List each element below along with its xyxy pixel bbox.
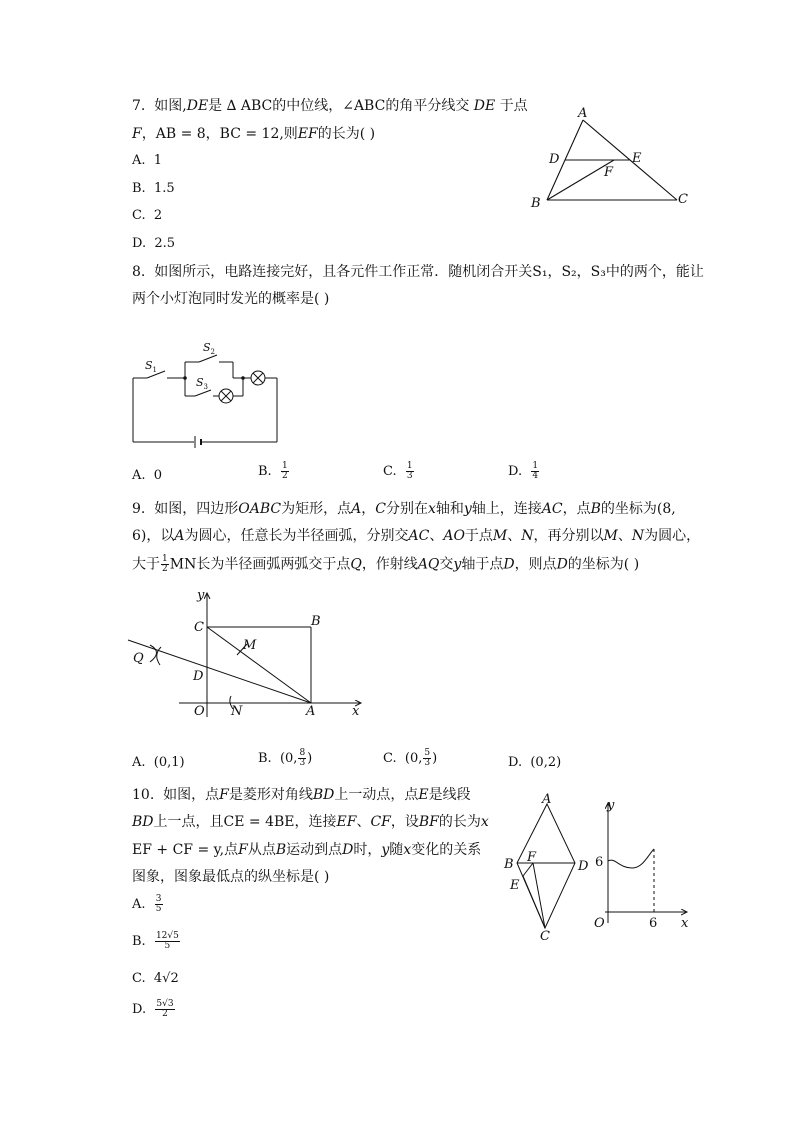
label-f: F	[527, 850, 537, 865]
label-c: C	[678, 192, 688, 207]
fraction: $\frac{1}{2}$	[162, 554, 168, 574]
label-s3: $S_3$	[196, 376, 209, 391]
q9-option-b[interactable]: B. (0, $\frac{8}{3}$ )	[258, 748, 313, 768]
q9-option-d[interactable]: D. (0,2)	[508, 755, 562, 770]
diagonal-ac	[207, 627, 311, 703]
q8-stem-line-1: 8. 如图所示，电路连接完好，且各元件工作正常．随机闭合开关S₁，S₂，S₃中的两个，能让	[132, 264, 704, 280]
q10-stem-line-3: EF + CF = y,点F从点B运动到点D时，y随x变化的关系	[132, 842, 482, 858]
label-e: E	[510, 878, 520, 893]
label-six-x: 6	[649, 916, 658, 931]
q7-stem-line-2: F，AB = 8，BC = 12,则EF的长为( )	[132, 126, 376, 142]
function-curve	[608, 849, 654, 868]
label-y: y	[197, 588, 205, 603]
label-d: D	[549, 152, 560, 167]
label-b: B	[531, 196, 541, 211]
fraction: $\frac{3}{5}$	[155, 894, 162, 914]
label-d: D	[193, 669, 204, 684]
q7-number: 7.	[132, 98, 146, 114]
label-s2: $S_2$	[203, 341, 216, 356]
label-b: B	[504, 857, 514, 872]
label-o: O	[594, 916, 605, 931]
q9-stem-line-2: 6)，以A为圆心，任意长为半径画弧，分别交AC、AO于点M、N，再分别以M、N为圆心，	[132, 528, 701, 544]
fraction: $\frac{5}{3}$	[424, 748, 431, 768]
q10-option-d[interactable]: D. $\frac{5√3}{2}$	[132, 999, 174, 1019]
q10-number: 10.	[132, 787, 155, 803]
junction-dot	[241, 376, 245, 380]
label-b: B	[311, 614, 321, 629]
q10-stem-line-4: 图象，图象最低点的纵坐标是( )	[132, 869, 330, 885]
q10-option-b[interactable]: B. $\frac{12√5}{5}$	[132, 931, 179, 951]
q9-rectangle-figure	[125, 585, 370, 725]
fraction: $\frac{8}{3}$	[299, 748, 306, 768]
label-d: D	[578, 859, 589, 874]
q8-number: 8.	[132, 264, 146, 280]
q7-option-a[interactable]: A. 1	[132, 153, 163, 168]
label-x: x	[681, 916, 689, 931]
q10-graph-figure	[585, 795, 695, 935]
label-s1: $S_1$	[145, 359, 158, 374]
q8-option-d[interactable]: D. $\frac{1}{4}$	[508, 461, 539, 481]
q9-number: 9.	[132, 501, 146, 517]
label-a: A	[578, 106, 588, 121]
q8-circuit-figure	[125, 338, 290, 450]
q9-stem-line-3: 大于 $\frac{1}{2}$ MN长为半径画弧两弧交于点Q，作射线AQ交y轴于点D，则点D的坐标为( )	[132, 554, 640, 574]
rhombus-abcd	[517, 804, 575, 928]
q7-option-c[interactable]: C. 2	[132, 208, 163, 223]
label-f: F	[604, 165, 614, 180]
label-o: O	[194, 704, 205, 719]
q7-option-d[interactable]: D. 2.5	[132, 236, 176, 251]
label-n: N	[231, 704, 243, 719]
q9-option-a[interactable]: A. (0,1)	[132, 755, 185, 770]
label-y: y	[607, 798, 615, 813]
q10-stem-line-2: BD上一点，且CE = 4BE，连接EF、CF，设BF的长为x	[132, 814, 489, 830]
fraction: $\frac{5√3}{2}$	[156, 999, 174, 1019]
label-q: Q	[133, 651, 144, 666]
label-a: A	[542, 792, 552, 807]
fraction: $\frac{1}{3}$	[406, 461, 413, 481]
q8-stem-line-2: 两个小灯泡同时发光的概率是( )	[132, 291, 330, 307]
label-c: C	[194, 620, 204, 635]
q9-stem-line-1: 9. 如图，四边形OABC为矩形，点A，C分别在x轴和y轴上，连接AC，点B的坐标为(8,	[132, 501, 676, 517]
label-six-y: 6	[595, 855, 604, 870]
q10-option-c[interactable]: C. 4√2	[132, 971, 179, 986]
label-a: A	[306, 704, 316, 719]
segment-ce	[523, 876, 545, 928]
label-e: E	[632, 151, 642, 166]
q9-option-c[interactable]: C. (0, $\frac{5}{3}$ )	[383, 748, 438, 768]
q7-triangle-figure	[520, 100, 700, 215]
label-m: M	[243, 638, 257, 653]
junction-dot	[183, 376, 187, 380]
q8-option-a[interactable]: A. 0	[132, 468, 163, 483]
fraction: $\frac{1}{4}$	[532, 461, 539, 481]
label-x: x	[352, 704, 360, 719]
fraction: $\frac{12√5}{5}$	[155, 931, 179, 951]
switch-s2-blade	[199, 355, 217, 362]
q7-option-b[interactable]: B. 1.5	[132, 181, 175, 196]
q7-stem-line-1: 7. 如图,DE是 ∆ ABC的中位线，∠ABC的角平分线交 DE 于点	[132, 98, 528, 114]
q10-stem-line-1: 10. 如图，点F是菱形对角线BD上一动点，点E是线段	[132, 787, 471, 803]
label-c: C	[540, 929, 550, 943]
q8-option-b[interactable]: B. $\frac{1}{2}$	[258, 461, 288, 481]
segment-cf	[533, 863, 545, 928]
q10-option-a[interactable]: A. $\frac{3}{5}$	[132, 894, 162, 914]
q8-option-c[interactable]: C. $\frac{1}{3}$	[383, 461, 413, 481]
fraction: $\frac{1}{2}$	[281, 461, 288, 481]
